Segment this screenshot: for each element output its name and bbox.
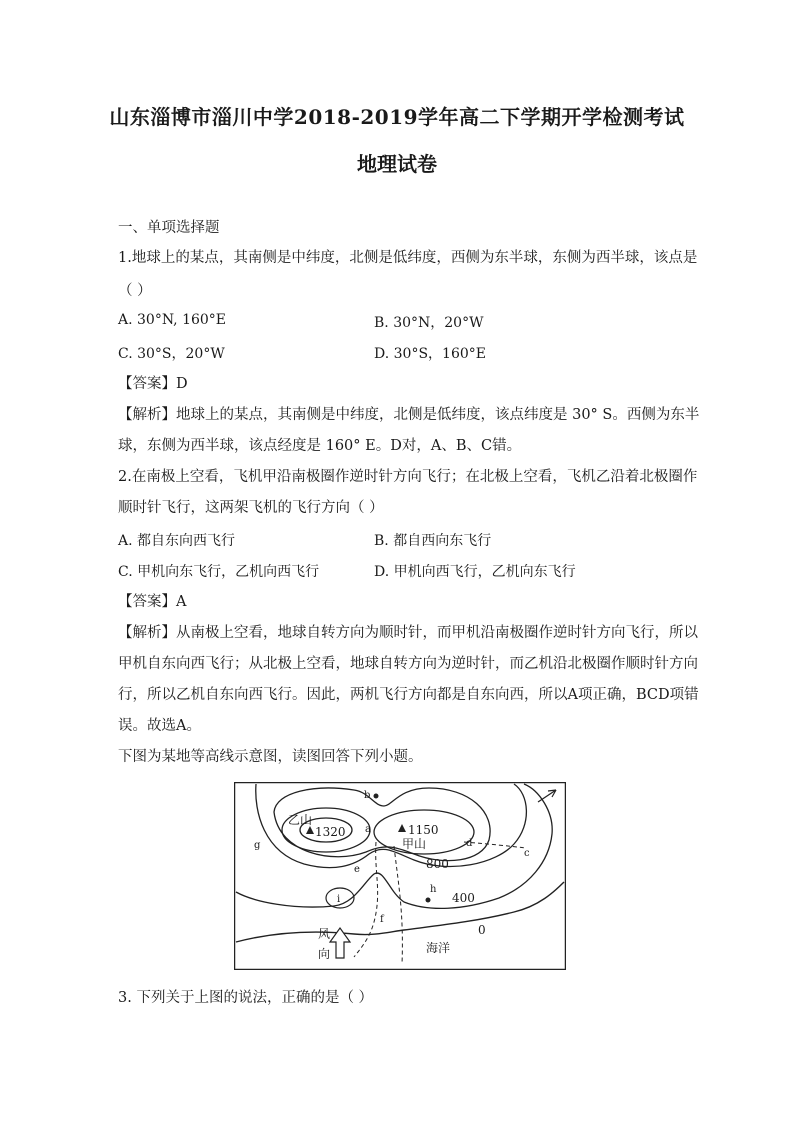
q1-option-a: A. 30°N, 160°E <box>118 312 227 328</box>
yi-peak-name: 乙山 <box>288 813 313 827</box>
q2-stem-line1: 2.在南极上空看，飞机甲沿南极圈作逆时针方向飞行；在北极上空看，飞机乙沿着北极圈作 <box>118 469 698 485</box>
q2-option-c: C. 甲机向东飞行，乙机向西飞行 <box>118 564 320 580</box>
label-f: f <box>380 914 384 925</box>
label-d: d <box>466 838 473 849</box>
document-subtitle: 地理试卷 <box>357 152 437 176</box>
q1-explanation-line2: 球，东侧为西半球，该点经度是 160° E。D对，A、B、C错。 <box>118 438 522 454</box>
q2-option-a: A. 都自东向西飞行 <box>118 533 236 549</box>
q2-explanation-line3: 行，所以乙机自东向西飞行。因此，两机飞行方向都是自东向西，所以A项正确，BCD项错 <box>118 687 699 703</box>
contour-label-400: 400 <box>452 891 475 905</box>
figure-intro: 下图为某地等高线示意图，读图回答下列小题。 <box>118 749 423 765</box>
q1-option-d: D. 30°S，160°E <box>374 346 486 362</box>
q1-answer: 【答案】D <box>118 376 188 392</box>
label-c: c <box>524 848 530 859</box>
wind-label-2: 向 <box>318 947 331 961</box>
yi-peak-elevation: 1320 <box>315 825 346 839</box>
contour-label-0: 0 <box>478 923 486 937</box>
q2-answer: 【答案】A <box>118 594 187 610</box>
point-h <box>426 898 431 903</box>
contour-label-800: 800 <box>426 857 449 871</box>
point-b <box>374 794 379 799</box>
jia-peak-name: 甲山 <box>402 837 427 851</box>
label-i: i <box>337 894 341 905</box>
label-b: b <box>364 790 371 801</box>
label-a: a <box>365 824 371 835</box>
q2-option-b: B. 都自西向东飞行 <box>374 533 492 549</box>
section-heading: 一、单项选择题 <box>118 220 220 236</box>
q1-stem-line1: 1.地球上的某点，其南侧是中纬度，北侧是低纬度，西侧为东半球，东侧为西半球，该点是 <box>118 250 698 266</box>
q2-option-d: D. 甲机向西飞行，乙机向东飞行 <box>374 564 576 580</box>
label-g: g <box>254 840 261 851</box>
q1-stem-line2: （ ） <box>118 283 152 299</box>
q2-explanation-line1: 【解析】从南极上空看，地球自转方向为顺时针，而甲机沿南极圈作逆时针方向飞行，所以 <box>118 625 698 641</box>
contour-map-figure <box>234 782 566 970</box>
q3-stem: 3. 下列关于上图的说法，正确的是（ ） <box>118 990 374 1006</box>
q2-explanation-line4: 误。故选A。 <box>118 718 201 734</box>
label-e: e <box>354 864 360 875</box>
label-h: h <box>430 884 437 895</box>
q1-option-b: B. 30°N，20°W <box>374 315 484 331</box>
q2-stem-line2: 顺时针飞行，这两架飞机的飞行方向（ ） <box>118 500 384 516</box>
jia-peak-elevation: 1150 <box>408 823 439 837</box>
q2-explanation-line2: 甲机自东向西飞行；从北极上空看，地球自转方向为逆时针，而乙机沿北极圈作顺时针方向 <box>118 656 698 672</box>
q1-explanation-line1: 【解析】地球上的某点，其南侧是中纬度，北侧是低纬度，该点纬度是 30° S。西侧为东半 <box>118 407 700 423</box>
q1-option-c: C. 30°S，20°W <box>118 346 225 362</box>
document-title: 山东淄博市淄川中学2018-2019学年高二下学期开学检测考试 <box>109 105 685 129</box>
wind-label: 风 <box>318 927 331 941</box>
map-border <box>235 783 566 970</box>
contour-map <box>234 782 566 970</box>
ocean-label: 海洋 <box>426 941 451 955</box>
